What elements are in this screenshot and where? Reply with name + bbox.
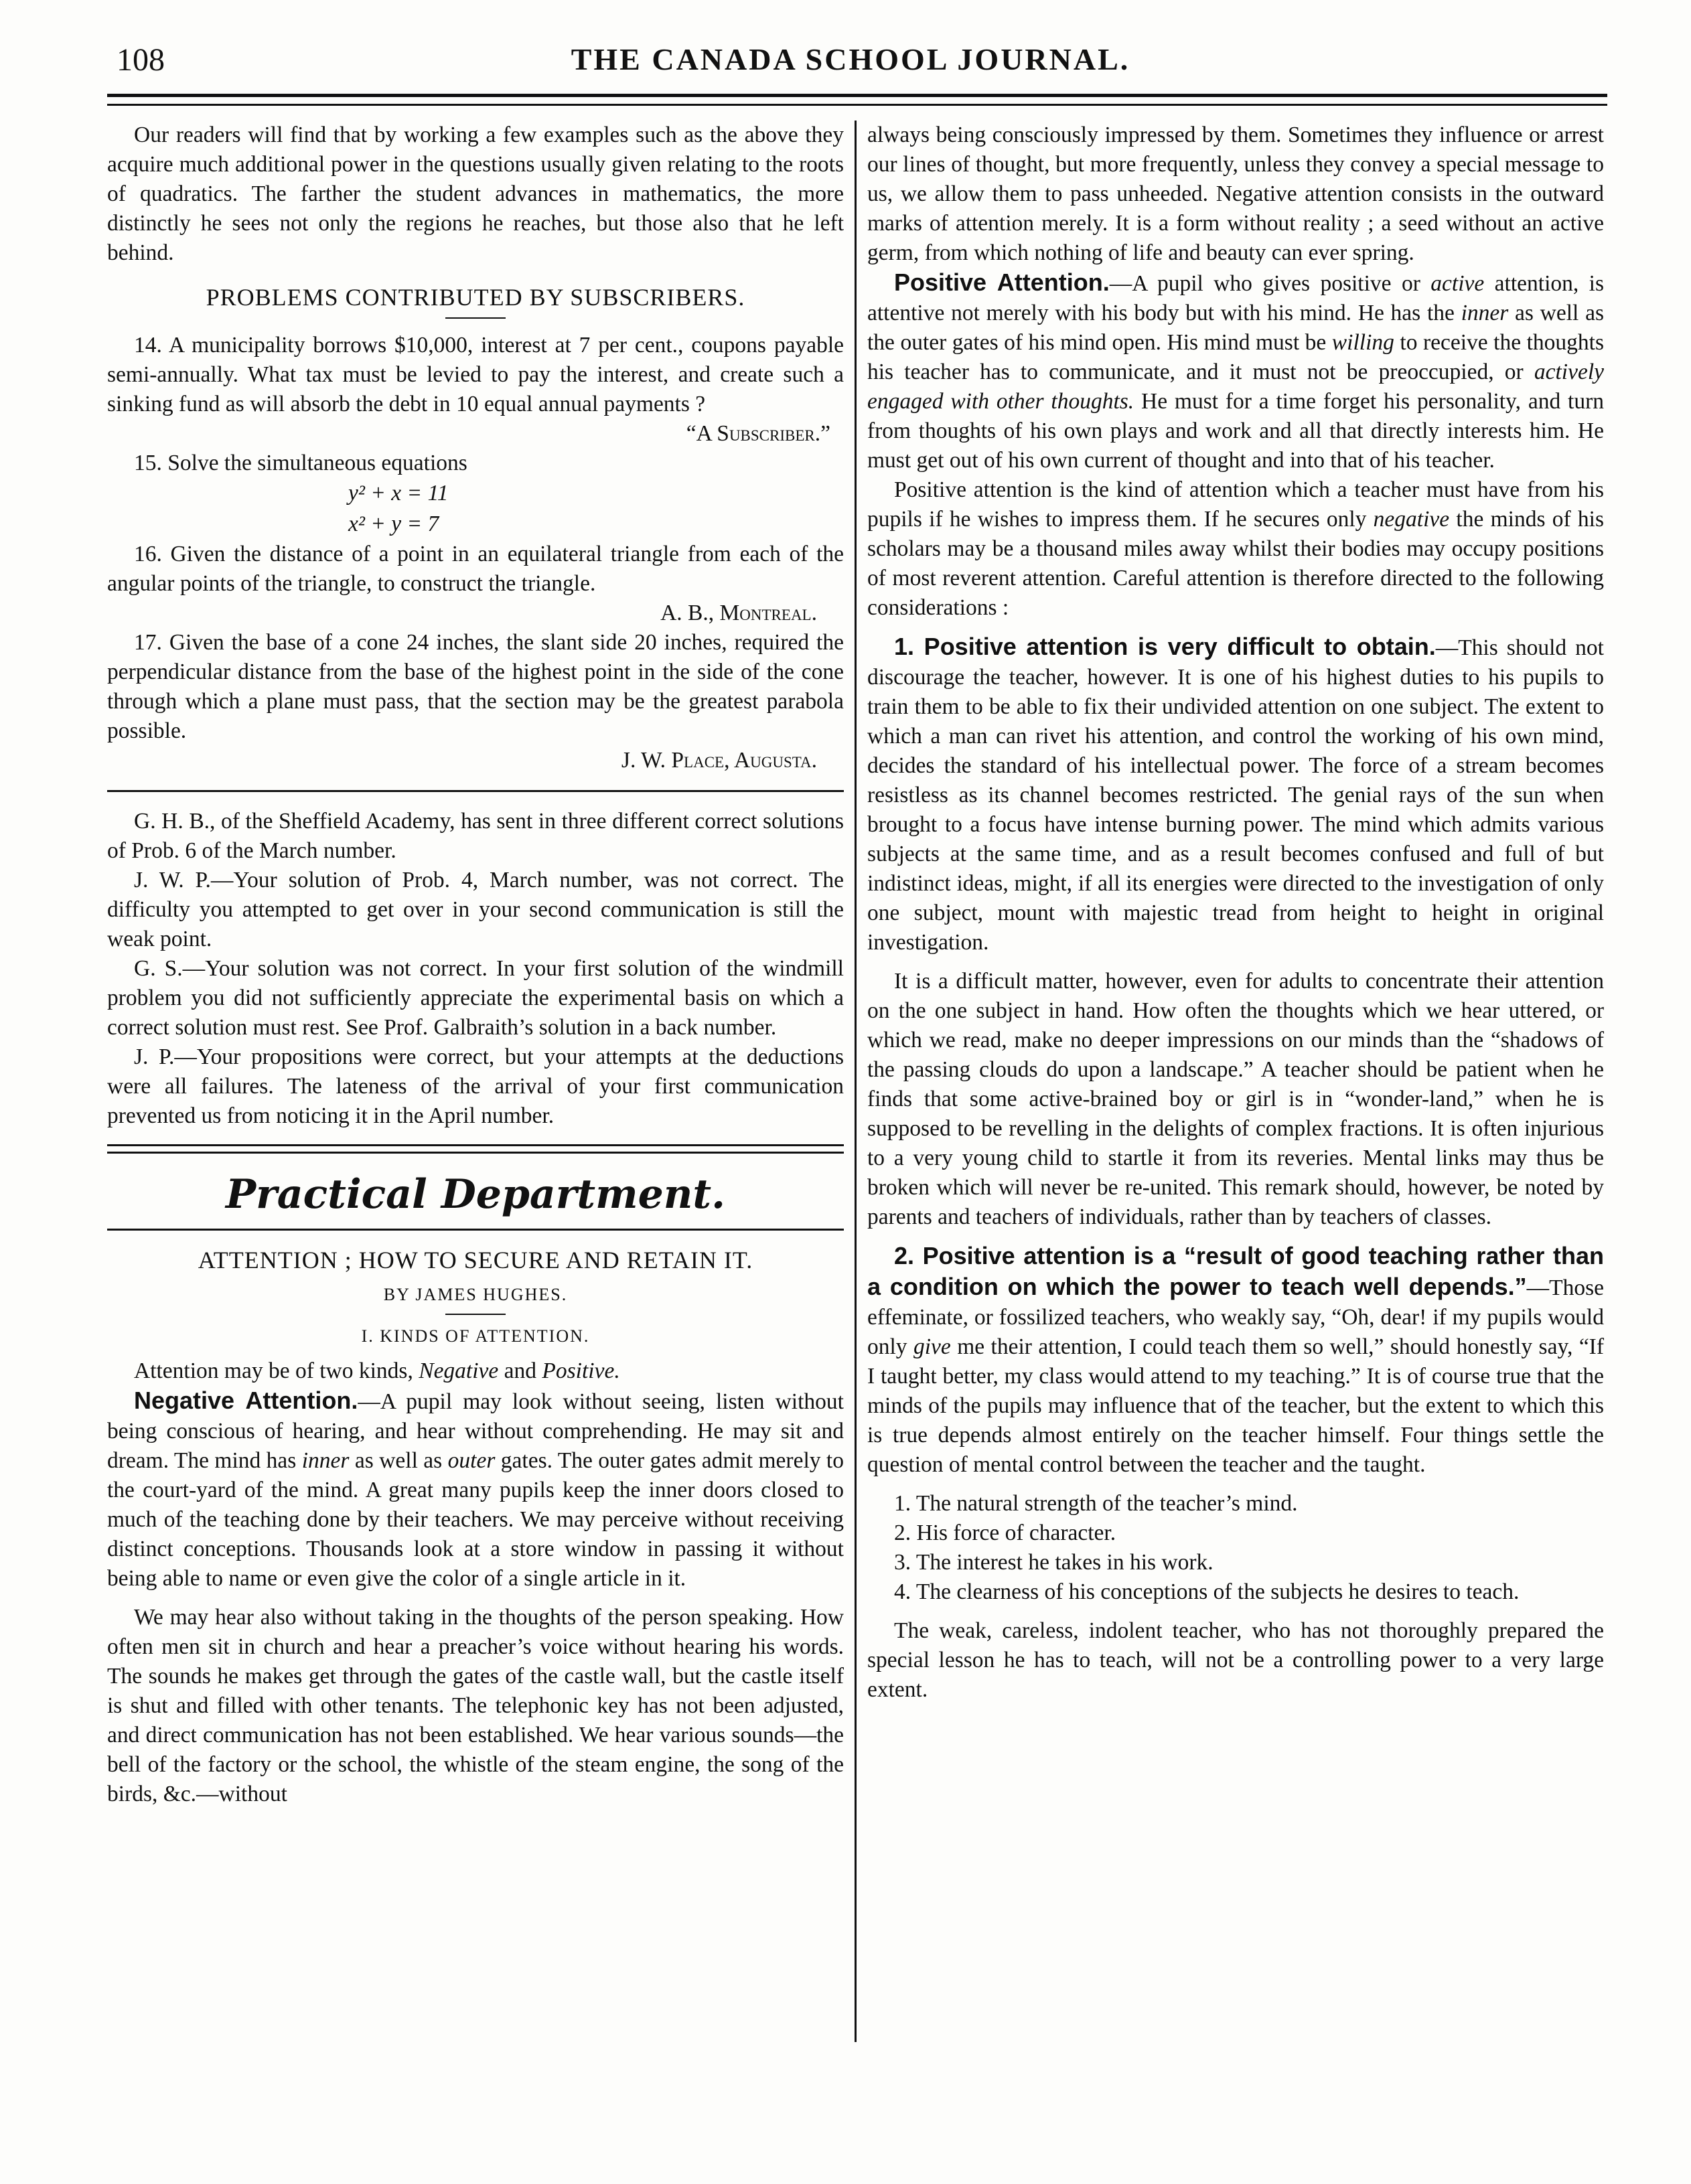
point-2-give: give (913, 1334, 951, 1359)
notice-gs: G. S.—Your solution was not correct. In your first solution of the windmill problem you did not sufficiently appreciate the experimental basis on which a correct solution must rest. See Prof. Galbraith’s solution in a back number. (107, 956, 844, 1040)
problem-14: 14. A municipality borrows $10,000, interest at 7 per cent., coupons payable semi-annually. What tax must be levied to pay the interest, and create such a sinking fund as will absorb the debt in 10 equal annual payments ? (107, 333, 844, 416)
positive-willing: willing (1331, 330, 1394, 355)
hearing-paragraph: We may hear also without taking in the thoughts of the person speaking. How often men sit in church and hear a preacher’s voice without hearing his words. The sounds he makes get through the gates of the castle wall, but the castle itself is shut and filled with other tenants. The telephonic key has not been adjusted, and direct communication has not been established. We hear various sounds—the bell of the factory or the school, the whistle of the steam engine, the song of the birds, &c.—without (107, 1605, 844, 1806)
kinds-and: and (498, 1358, 542, 1383)
point-2-paragraph (867, 1241, 1604, 1480)
intro-paragraph: Our readers will find that by working a few examples such as the above they acquire much additional power in the questions usually given relating to the roots of quadratics. The farther the student advances in mathematics, the more distinctly he sees not only the regions he reaches, but those also that he left behind. (107, 123, 844, 265)
positive-body-4: to receive the thoughts his teacher has to communicate, and it must not be preoccupied, or (867, 330, 1605, 384)
equations (348, 478, 844, 540)
point-1-body: —This should not discourage the teacher, however. It is one of his highest duties to his pupils to train them to be able to fix their undivided attention on one subject. The extent to which a man can rivet his attention, and control the working of his own mind, decides the standard of his intellectual power. The force of a stream becomes resistless as its channel becomes restricted. The genial rays of the sun when brought to a focus have intense burning power. The mind which admits various subjects at the same time, and as a result becomes confused and full of but indistinct ideas, might, if all its energies were directed to the investigation of only one subject, mount with majestic tread from height to height in original investigation. (867, 635, 1604, 955)
positive-engaged: actively engaged with other thoughts. (867, 360, 1604, 414)
problems-heading: PROBLEMS CONTRIBUTED BY SUBSCRIBERS. (206, 284, 745, 311)
negative-attention-paragraph (107, 1386, 844, 1593)
negative-body-3: gates. The outer gates admit merely to the court-yard of the mind. A great many pupils keep the inner doors closed to much of the teaching done by their teachers. We may perceive without receiving distinct conceptions. Thousands look at a store window in passing it without being able to name or even give the color of a single article in it. (107, 1448, 844, 1591)
header-rule (107, 94, 1607, 106)
kinds-negative: Negative (419, 1358, 499, 1383)
byline-rule (445, 1314, 506, 1315)
negative-attention-lead: Negative Attention. (134, 1387, 358, 1414)
point-2-body-1: —Those effeminate, or fossilized teachers, who weakly say, “Oh, dear! if my pupils would only (867, 1275, 1604, 1359)
department-title: Practical Department. (226, 1171, 725, 1218)
problem-16-signature: A. B., Montreal. (660, 601, 817, 625)
list-item: 1. The natural strength of the teacher’s mind. (894, 1491, 1298, 1516)
department-rule (107, 1144, 844, 1154)
notice-jp: J. P.—Your propositions were correct, but your attempts at the deductions were all failures. The lateness of the arrival of your first communication prevented us from noticing it in the April number. (107, 1044, 844, 1128)
negative-body-1: —A pupil may look without seeing, listen without being conscious of hearing, and hear without comprehending. He may sit and dream. The mind has (107, 1389, 844, 1473)
kind-body-2: the minds of his scholars may be a thousand miles away whilst their bodies may occupy positions of most reverent attention. Careful attention is therefore directed to the following considerations : (867, 507, 1604, 620)
right-column (867, 121, 1604, 1705)
negative-body-2: as well as (349, 1448, 448, 1473)
positive-attention-lead: Positive Attention. (894, 268, 1110, 296)
left-column (107, 121, 844, 1809)
article-title: ATTENTION ; HOW TO SECURE AND RETAIN IT. (198, 1247, 753, 1273)
problem-17: 17. Given the base of a cone 24 inches, the slant side 20 inches, required the perpendicular distance from the base of the highest point in the side of the cone through which a plane must pass, that the section may be the greatest parabola possible. (107, 630, 844, 743)
kinds-paragraph (107, 1356, 844, 1386)
problem-15: 15. Solve the simultaneous equations (134, 451, 467, 475)
point-2-lead: 2. Positive attention is a “result of good teaching rather than a condition on which the power to teach well depends.” (867, 1242, 1604, 1300)
kind-negative: negative (1373, 507, 1450, 532)
problem-14-signature: “A Subscriber.” (686, 421, 830, 446)
four-things-list (867, 1489, 1604, 1607)
article-byline: BY JAMES HUGHES. (383, 1285, 568, 1304)
column-divider (855, 121, 857, 2042)
department-underline (107, 1229, 844, 1231)
equation-2: x² + y = 7 (348, 512, 439, 536)
positive-body-2: attention, is attentive not merely with his body but with his mind. He has the (867, 271, 1604, 325)
page-header (94, 42, 1607, 88)
problem-16: 16. Given the distance of a point in an equilateral triangle from each of the angular points of the triangle, to construct the triangle. (107, 542, 844, 596)
kinds-text: Attention may be of two kinds, (134, 1358, 419, 1383)
difficult-paragraph: It is a difficult matter, however, even for adults to concentrate their attention on the one subject in hand. How often the thoughts which we hear uttered, or which we read, make no deeper impressions on our minds than the “shadows of the passing clouds do upon a landscape.” A teacher should be patient when he finds that some active-brained boy or girl is in “wonder-land,” when he is supposed to be revelling in the delights of complex fractions. It is often injurious to a very young child to startle it from its reveries. Mental links may thus be broken which will never be re-united. This remark should, however, be noted by parents and teachers of individuals, rather than by teachers of classes. (867, 969, 1604, 1229)
negative-outer: outer (447, 1448, 496, 1473)
list-item: 2. His force of character. (894, 1520, 1116, 1545)
page-number: 108 (117, 42, 165, 78)
kinds-positive: Positive. (542, 1358, 620, 1383)
problem-17-signature: J. W. Place, Augusta. (621, 748, 817, 773)
positive-body-1: —A pupil who gives positive or (1109, 271, 1431, 296)
list-item: 3. The interest he takes in his work. (894, 1550, 1214, 1575)
section-rule (107, 790, 844, 792)
positive-kind-paragraph (867, 475, 1604, 623)
equation-1: y² + x = 11 (348, 481, 449, 505)
short-rule (445, 317, 506, 319)
positive-body-3: as well as the outer gates of his mind open. His mind must be (867, 301, 1604, 355)
article-subhead: I. KINDS OF ATTENTION. (361, 1326, 590, 1346)
closing-paragraph: The weak, careless, indolent teacher, who has not thoroughly prepared the special lesson he has to teach, will not be a controlling power to a very large extent. (867, 1618, 1604, 1702)
list-item: 4. The clearness of his conceptions of the subjects he desires to teach. (894, 1579, 1520, 1604)
kind-body-1: Positive attention is the kind of attention which a teacher must have from his pupils if he wishes to impress them. If he secures only (867, 477, 1604, 532)
notice-jwp: J. W. P.—Your solution of Prob. 4, March number, was not correct. The difficulty you attempted to get over in your second communication is still the weak point. (107, 868, 844, 951)
positive-body-5: He must for a time forget his personality, and turn from thoughts of his own plays and work and all that directly interests him. He must get out of his own current of thought and into that of his teacher. (867, 389, 1604, 473)
journal-title: THE CANADA SCHOOL JOURNAL. (571, 42, 1130, 76)
continued-paragraph: always being consciously impressed by them. Sometimes they influence or arrest our lines of thought, but more frequently, unless they convey a special message to us, we allow them to pass unheeded. Negative attention consists in the outward marks of attention merely. It is a form without reality ; a seed without an active germ, from which nothing of life and beauty can ever spring. (867, 123, 1604, 265)
point-2-body-2: me their attention, I could teach them so well,” should honestly say, “If I taught better, my class would attend to my teaching.” It is of course true that the minds of the pupils may influence that of the teacher, but the extent to which this is true depends almost entirely on the teacher himself. Four things settle the question of mental control between the teacher and the taught. (867, 1334, 1604, 1477)
positive-active: active (1430, 271, 1485, 296)
point-1-lead: 1. Positive attention is very difficult to obtain. (894, 633, 1436, 660)
notice-gh-b: G. H. B., of the Sheffield Academy, has sent in three different correct solutions of Prob. 6 of the March number. (107, 809, 844, 863)
positive-inner: inner (1461, 301, 1509, 325)
point-1-paragraph (867, 632, 1604, 957)
negative-inner: inner (301, 1448, 350, 1473)
positive-attention-paragraph (867, 268, 1604, 475)
